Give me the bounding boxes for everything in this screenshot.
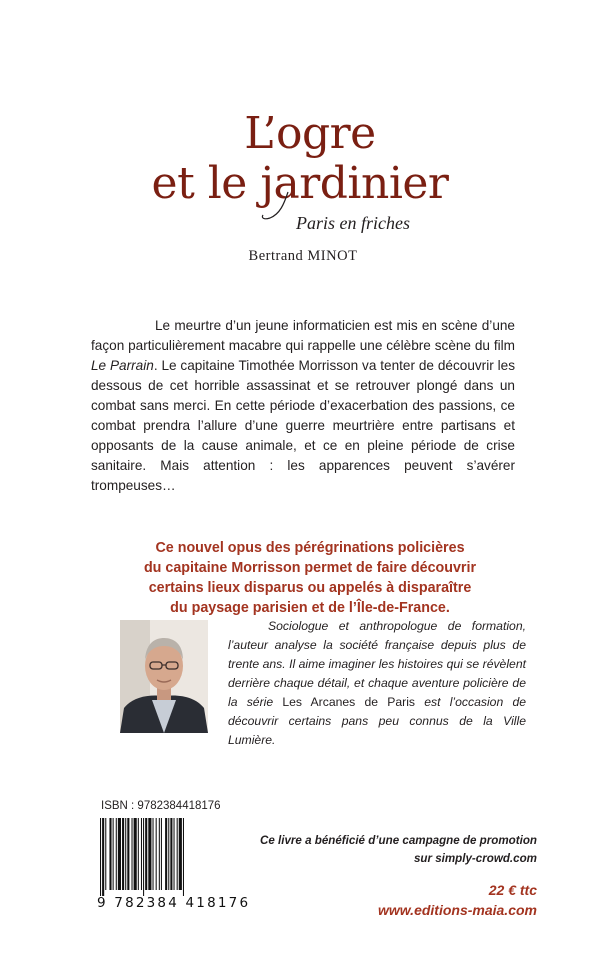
barcode-bar	[132, 818, 133, 890]
barcode-bar	[127, 818, 129, 890]
highlight-line: Ce nouvel opus des pérégrinations policières	[155, 540, 465, 556]
barcode-bar	[141, 818, 142, 890]
barcode-bar	[122, 818, 124, 890]
barcode-bar	[100, 818, 101, 896]
barcode-bar	[134, 818, 137, 890]
author-photo	[120, 620, 208, 733]
barcode-bar	[161, 818, 162, 890]
price: 22 € ttc	[488, 882, 537, 898]
barcode-bar	[143, 818, 144, 896]
title-line-1: L’ogre	[244, 108, 376, 159]
barcode-bar	[116, 818, 117, 890]
barcode-bar	[156, 818, 157, 890]
barcode-bar	[125, 818, 126, 890]
highlight-line: du paysage parisien et de l’Île-de-France.	[170, 600, 450, 616]
title-line-2: et le jardinier	[151, 158, 449, 209]
highlight-paragraph	[100, 538, 520, 618]
barcode-bar	[109, 818, 111, 890]
promo-line: Ce livre a bénéficié d’une campagne de promotion	[259, 834, 537, 847]
barcode-bar	[153, 818, 154, 890]
promo-line: sur simply-crowd.com	[413, 852, 537, 865]
author-bio: Sociologue et anthropologue de formation, l’auteur analyse la société française depuis plus de trente ans. Il aime imaginer les histoires qui se révèlent derrière chaque détail, et chaque aventure policière de la série Les Arcanes de Paris est l’occasion de découvrir certains pans peu connus de la Ville Lumière.	[228, 619, 526, 747]
publisher-website[interactable]: www.editions-maia.com	[378, 902, 537, 918]
isbn-label: ISBN : 9782384418176	[101, 800, 221, 812]
highlight-line: du capitaine Morrisson permet de faire découvrir	[143, 560, 477, 576]
barcode-bar	[183, 818, 184, 896]
subtitle: Paris en friches	[296, 213, 410, 233]
title-swash-ornament	[258, 190, 298, 224]
barcode-bar	[105, 818, 106, 890]
barcode-bar	[165, 818, 167, 890]
author-name: Bertrand MINOT	[248, 248, 358, 264]
barcode-bar	[118, 818, 121, 890]
barcode-bar	[174, 818, 175, 890]
barcode-bar	[148, 818, 151, 890]
barcode-bar	[177, 818, 178, 890]
synopsis-paragraph: Le meurtre d’un jeune informaticien est mis en scène d’une façon particulièrement macabre qui rappelle une célèbre scène du film Le Parrain. Le capitaine Timothée Morrisson va tenter de découvrir les dessous de cet horrible assassinat et se retrouver plongé dans un combat sans merci. En cette période d’exacerbation des passions, ce combat prendra l’allure d’une guerre meurtrière entre partisans et opposants de la cause animale, et ce en pleine période de crise sanitaire. Mais attention : les apparences peuvent s’avérer trompeuses…	[91, 318, 515, 493]
barcode-number: 9 782384 418176	[97, 895, 251, 911]
highlight-line: certains lieux disparus ou appelés à disparaître	[148, 580, 472, 596]
barcode-bar	[170, 818, 172, 890]
barcode-bar	[113, 818, 114, 890]
film-title: Le Parrain	[91, 358, 154, 373]
barcode-bar	[102, 818, 104, 896]
barcode-bar	[168, 818, 169, 890]
barcode	[98, 818, 226, 896]
barcode-bar	[159, 818, 160, 890]
barcode-bar	[179, 818, 182, 890]
promo-text	[260, 832, 537, 868]
barcode-bar	[145, 818, 147, 890]
barcode-bar	[138, 818, 139, 890]
series-title: Les Arcanes de Paris	[282, 695, 416, 709]
